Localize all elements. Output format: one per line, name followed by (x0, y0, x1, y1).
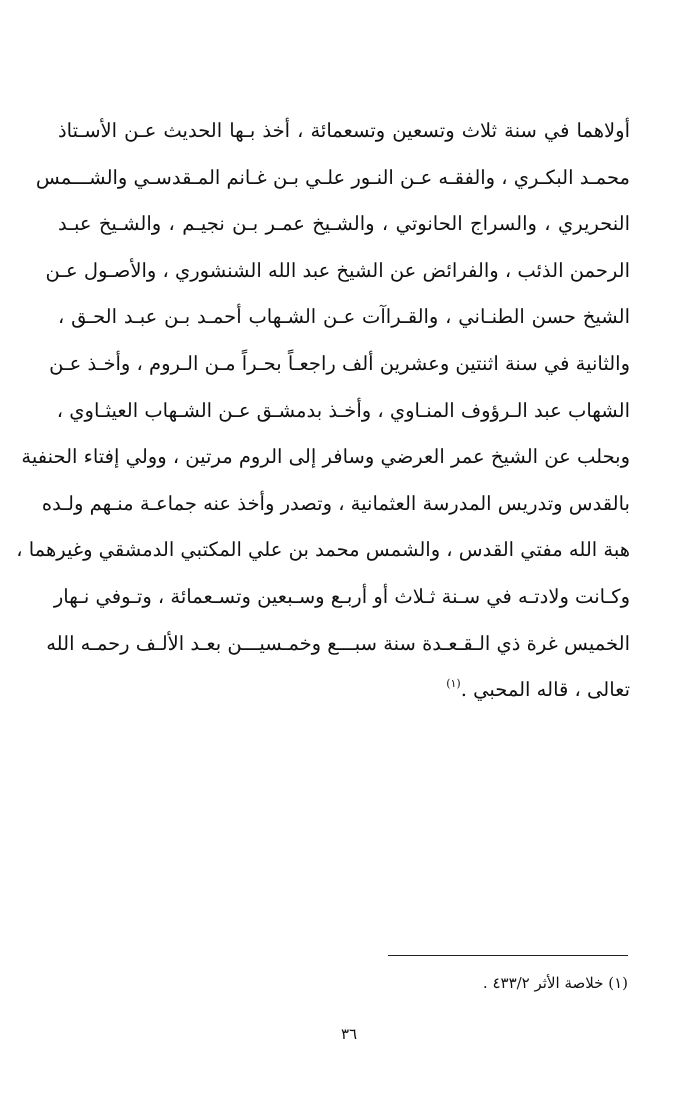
text-line-5: الشيخ حسن الطنـاني ، والقـراآت عـن الشـهاب أحمـد بـن عبـد الحـق ، (58, 305, 630, 329)
text-line-13-content: تعالى ، قاله المحبي . (460, 678, 630, 702)
text-line-12: الخميس غرة ذي الـقـعـدة سنة سبـــع وخمـسيـــن بعـد الألـف رحمـه الله (46, 631, 630, 655)
text-line-4: الرحمن الذئب ، والفرائض عن الشيخ عبد الله الشنشوري ، والأصـول عـن (45, 258, 630, 282)
text-line-13 (58, 667, 630, 714)
text-line-2: محمـد البكـري ، والفقـه عـن النـور علـي بـن غـانم المـقدسـي والشـــمس (35, 165, 630, 189)
footnote: (١) خلاصة الأثر ٤٣٣/٢ . (482, 974, 628, 992)
main-text (16, 108, 630, 714)
text-line-1: أولاهما في سنة ثلاث وتسعين وتسعمائة ، أخذ بـها الحديث عـن الأسـتاذ (58, 119, 630, 142)
text-line-3: النحريري ، والسراج الحانوتي ، والشـيخ عمـر بـن نجيـم ، والشـيخ عبـد (58, 212, 630, 236)
text-line-6: والثانية في سنة اثنتين وعشرين ألف راجعـاً بحـراً مـن الـروم ، وأخـذ عـن (49, 351, 630, 375)
text-line-9: بالقدس وتدريس المدرسة العثمانية ، وتصدر وأخذ عنه جماعـة منـهم ولـده (41, 491, 630, 515)
footnote-reference: (١) (446, 677, 461, 691)
text-line-8: وبحلب عن الشيخ عمر العرضي وسافر إلى الروم مرتين ، وولي إفتاء الحنفية (21, 445, 630, 469)
text-line-10: هبة الله مفتي القدس ، والشمس محمد بن علي المكتبي الدمشقي وغيرهما ، (16, 538, 630, 562)
footnote-divider (388, 955, 628, 956)
text-line-11: وكـانت ولادتـه في سـنة ثـلاث أو أربـع وسـبعين وتسـعمائة ، وتـوفي نـهار (53, 584, 630, 608)
text-line-7: الشهاب عبد الـرؤوف المنـاوي ، وأخـذ بدمشـق عـن الشـهاب العيثـاوي ، (56, 398, 630, 422)
page-number: ٣٦ (340, 1025, 358, 1043)
